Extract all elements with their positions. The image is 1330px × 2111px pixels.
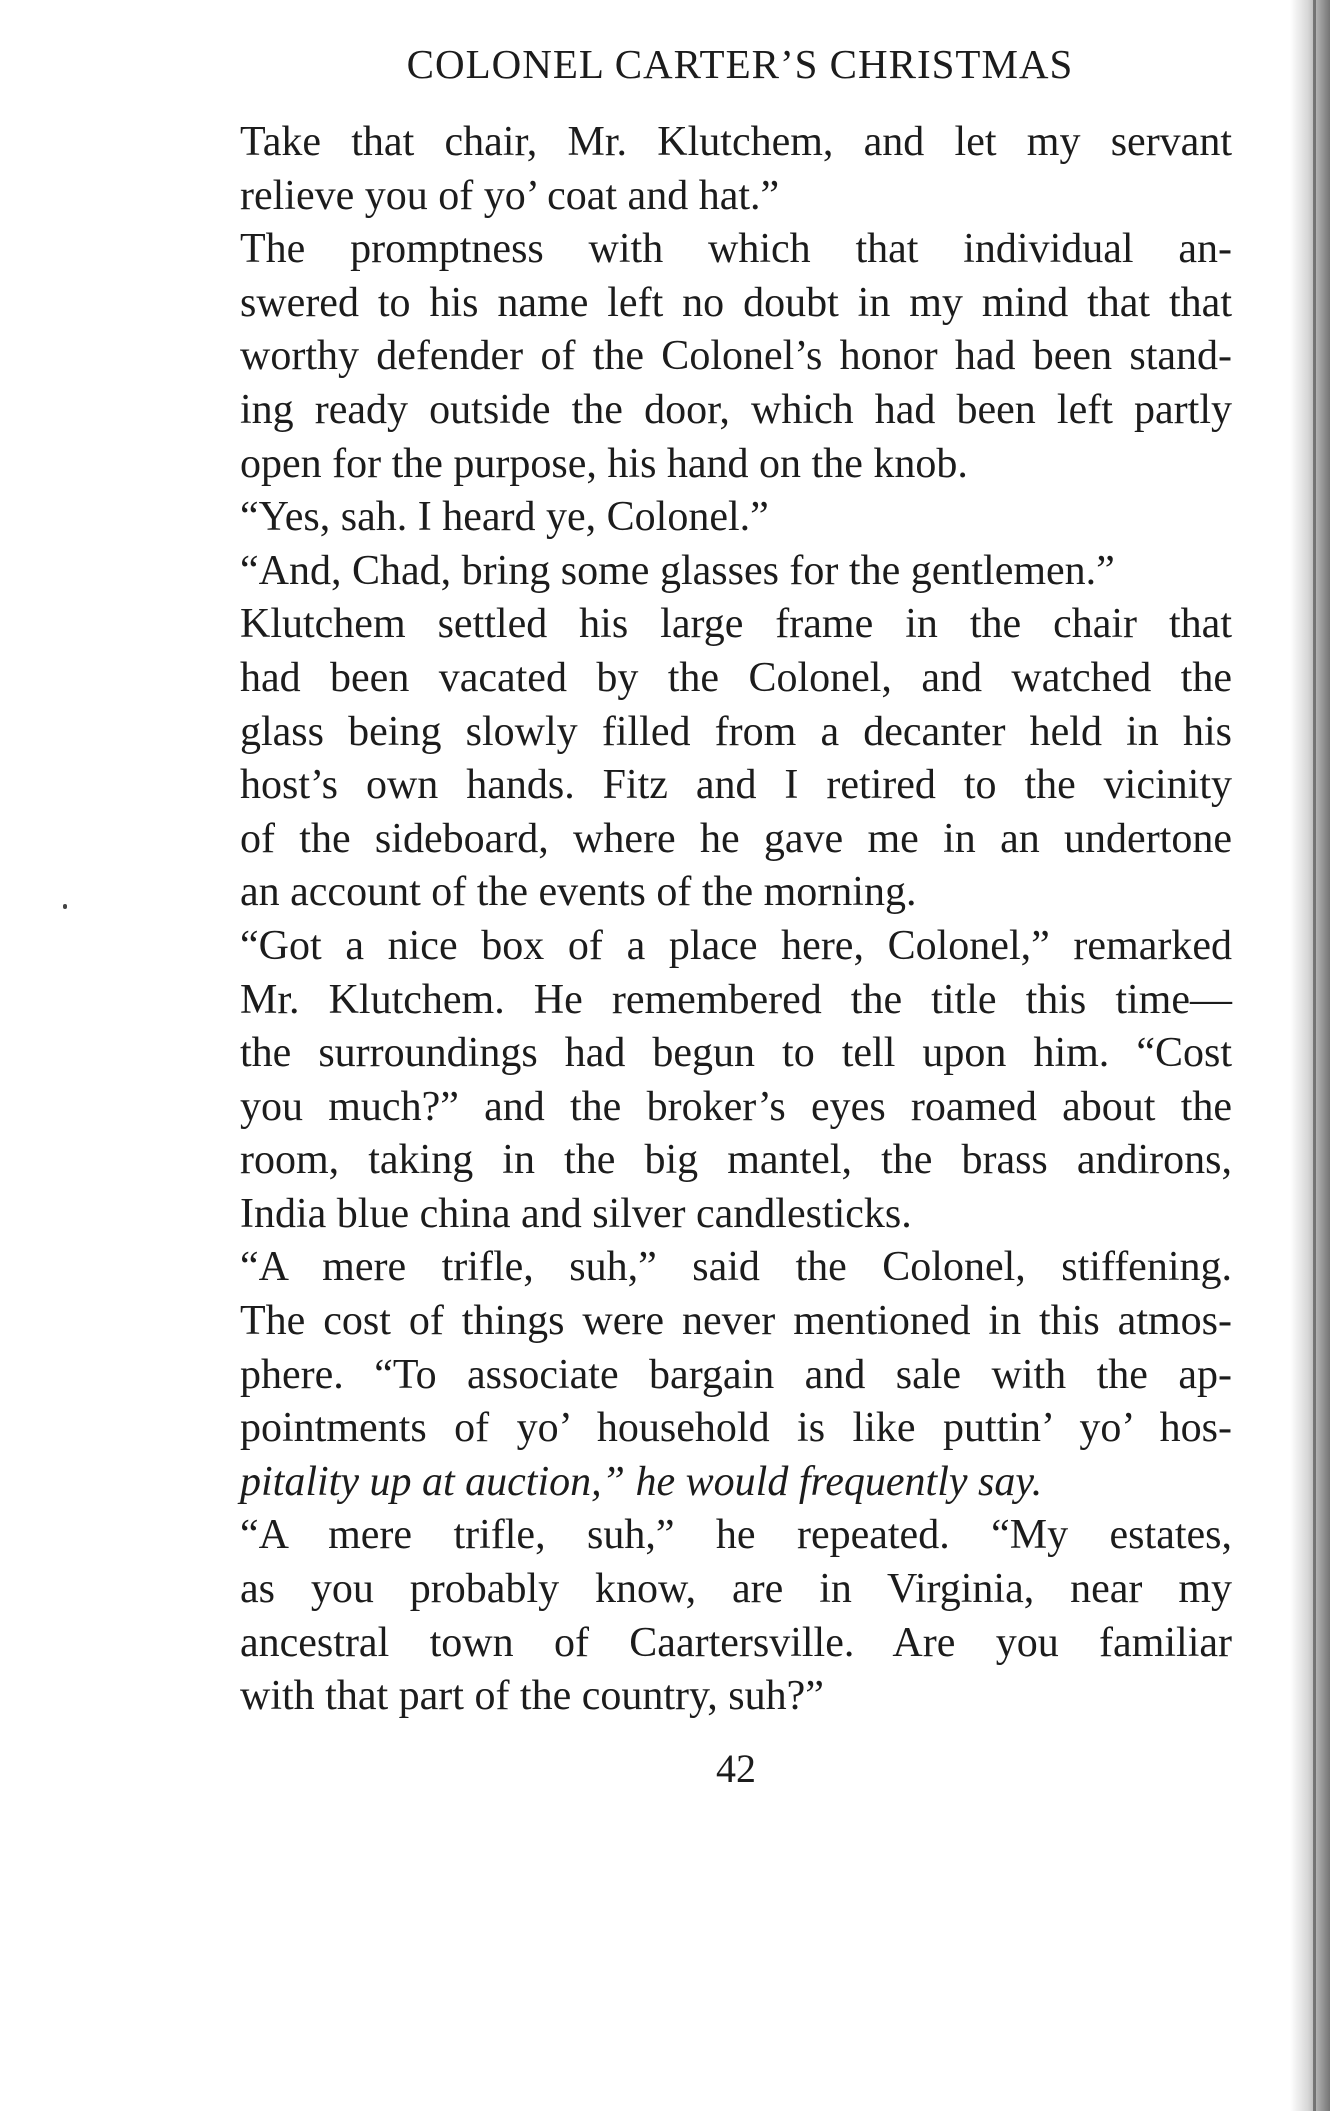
text-line: ing ready outside the door, which had been left partly — [240, 386, 1232, 433]
text-line: open for the purpose, his hand on the knob. — [240, 440, 968, 487]
text-line: Mr. Klutchem. He remembered the title this time— — [240, 976, 1232, 1023]
text-line: ancestral town of Caartersville. Are you familiar — [240, 1619, 1232, 1666]
page-edge-line — [1313, 0, 1316, 2111]
text-line: Take that chair, Mr. Klutchem, and let my servant — [240, 119, 1232, 165]
text-line: India blue china and silver candlesticks. — [240, 1190, 912, 1237]
text-line: the surroundings had begun to tell upon him. “Cost — [240, 1030, 1232, 1077]
text-line: room, taking in the big mantel, the brass andirons, — [240, 1137, 1232, 1184]
text-line: as you probably know, are in Virginia, near my — [240, 1566, 1232, 1613]
running-head: COLONEL CARTER’S CHRISTMAS — [406, 41, 1074, 87]
page-edge-shadow — [1290, 0, 1330, 2111]
text-line: relieve you of yo’ coat and hat.” — [240, 172, 780, 219]
text-line: The promptness with which that individual an- — [240, 226, 1232, 273]
text-line: pointments of yo’ household is like puttin’ yo’ hos- — [240, 1405, 1232, 1452]
text-line: “A mere trifle, suh,” said the Colonel, stiffening. — [240, 1244, 1232, 1291]
text-line: pitality up at auction,” he would frequently say. — [240, 1458, 1043, 1505]
text-line: of the sideboard, where he gave me in an undertone — [240, 815, 1232, 862]
text-line: had been vacated by the Colonel, and watched the — [240, 654, 1232, 701]
text-line: phere. “To associate bargain and sale with the ap- — [240, 1351, 1232, 1398]
text-line: with that part of the country, suh?” — [240, 1673, 824, 1720]
text-line: host’s own hands. Fitz and I retired to the vicinity — [240, 762, 1232, 809]
text-line: “A mere trifle, suh,” he repeated. “My estates, — [240, 1512, 1232, 1559]
body-text — [240, 116, 1232, 1724]
text-line: glass being slowly filled from a decanter held in his — [240, 708, 1232, 755]
text-line: “And, Chad, bring some glasses for the gentlemen.” — [240, 547, 1115, 594]
text-line: “Yes, sah. I heard ye, Colonel.” — [240, 494, 769, 541]
ink-speck — [63, 904, 67, 909]
text-line: swered to his name left no doubt in my mind that that — [240, 279, 1232, 326]
text-line: Klutchem settled his large frame in the chair that — [240, 601, 1232, 648]
text-line: “Got a nice box of a place here, Colonel,” remarked — [240, 922, 1232, 969]
text-line: The cost of things were never mentioned in this atmos- — [240, 1298, 1232, 1345]
text-line: an account of the events of the morning. — [240, 869, 917, 916]
text-line: you much?” and the broker’s eyes roamed about the — [240, 1083, 1232, 1130]
page-number: 42 — [716, 1746, 756, 1791]
text-line: worthy defender of the Colonel’s honor had been stand- — [240, 333, 1232, 380]
